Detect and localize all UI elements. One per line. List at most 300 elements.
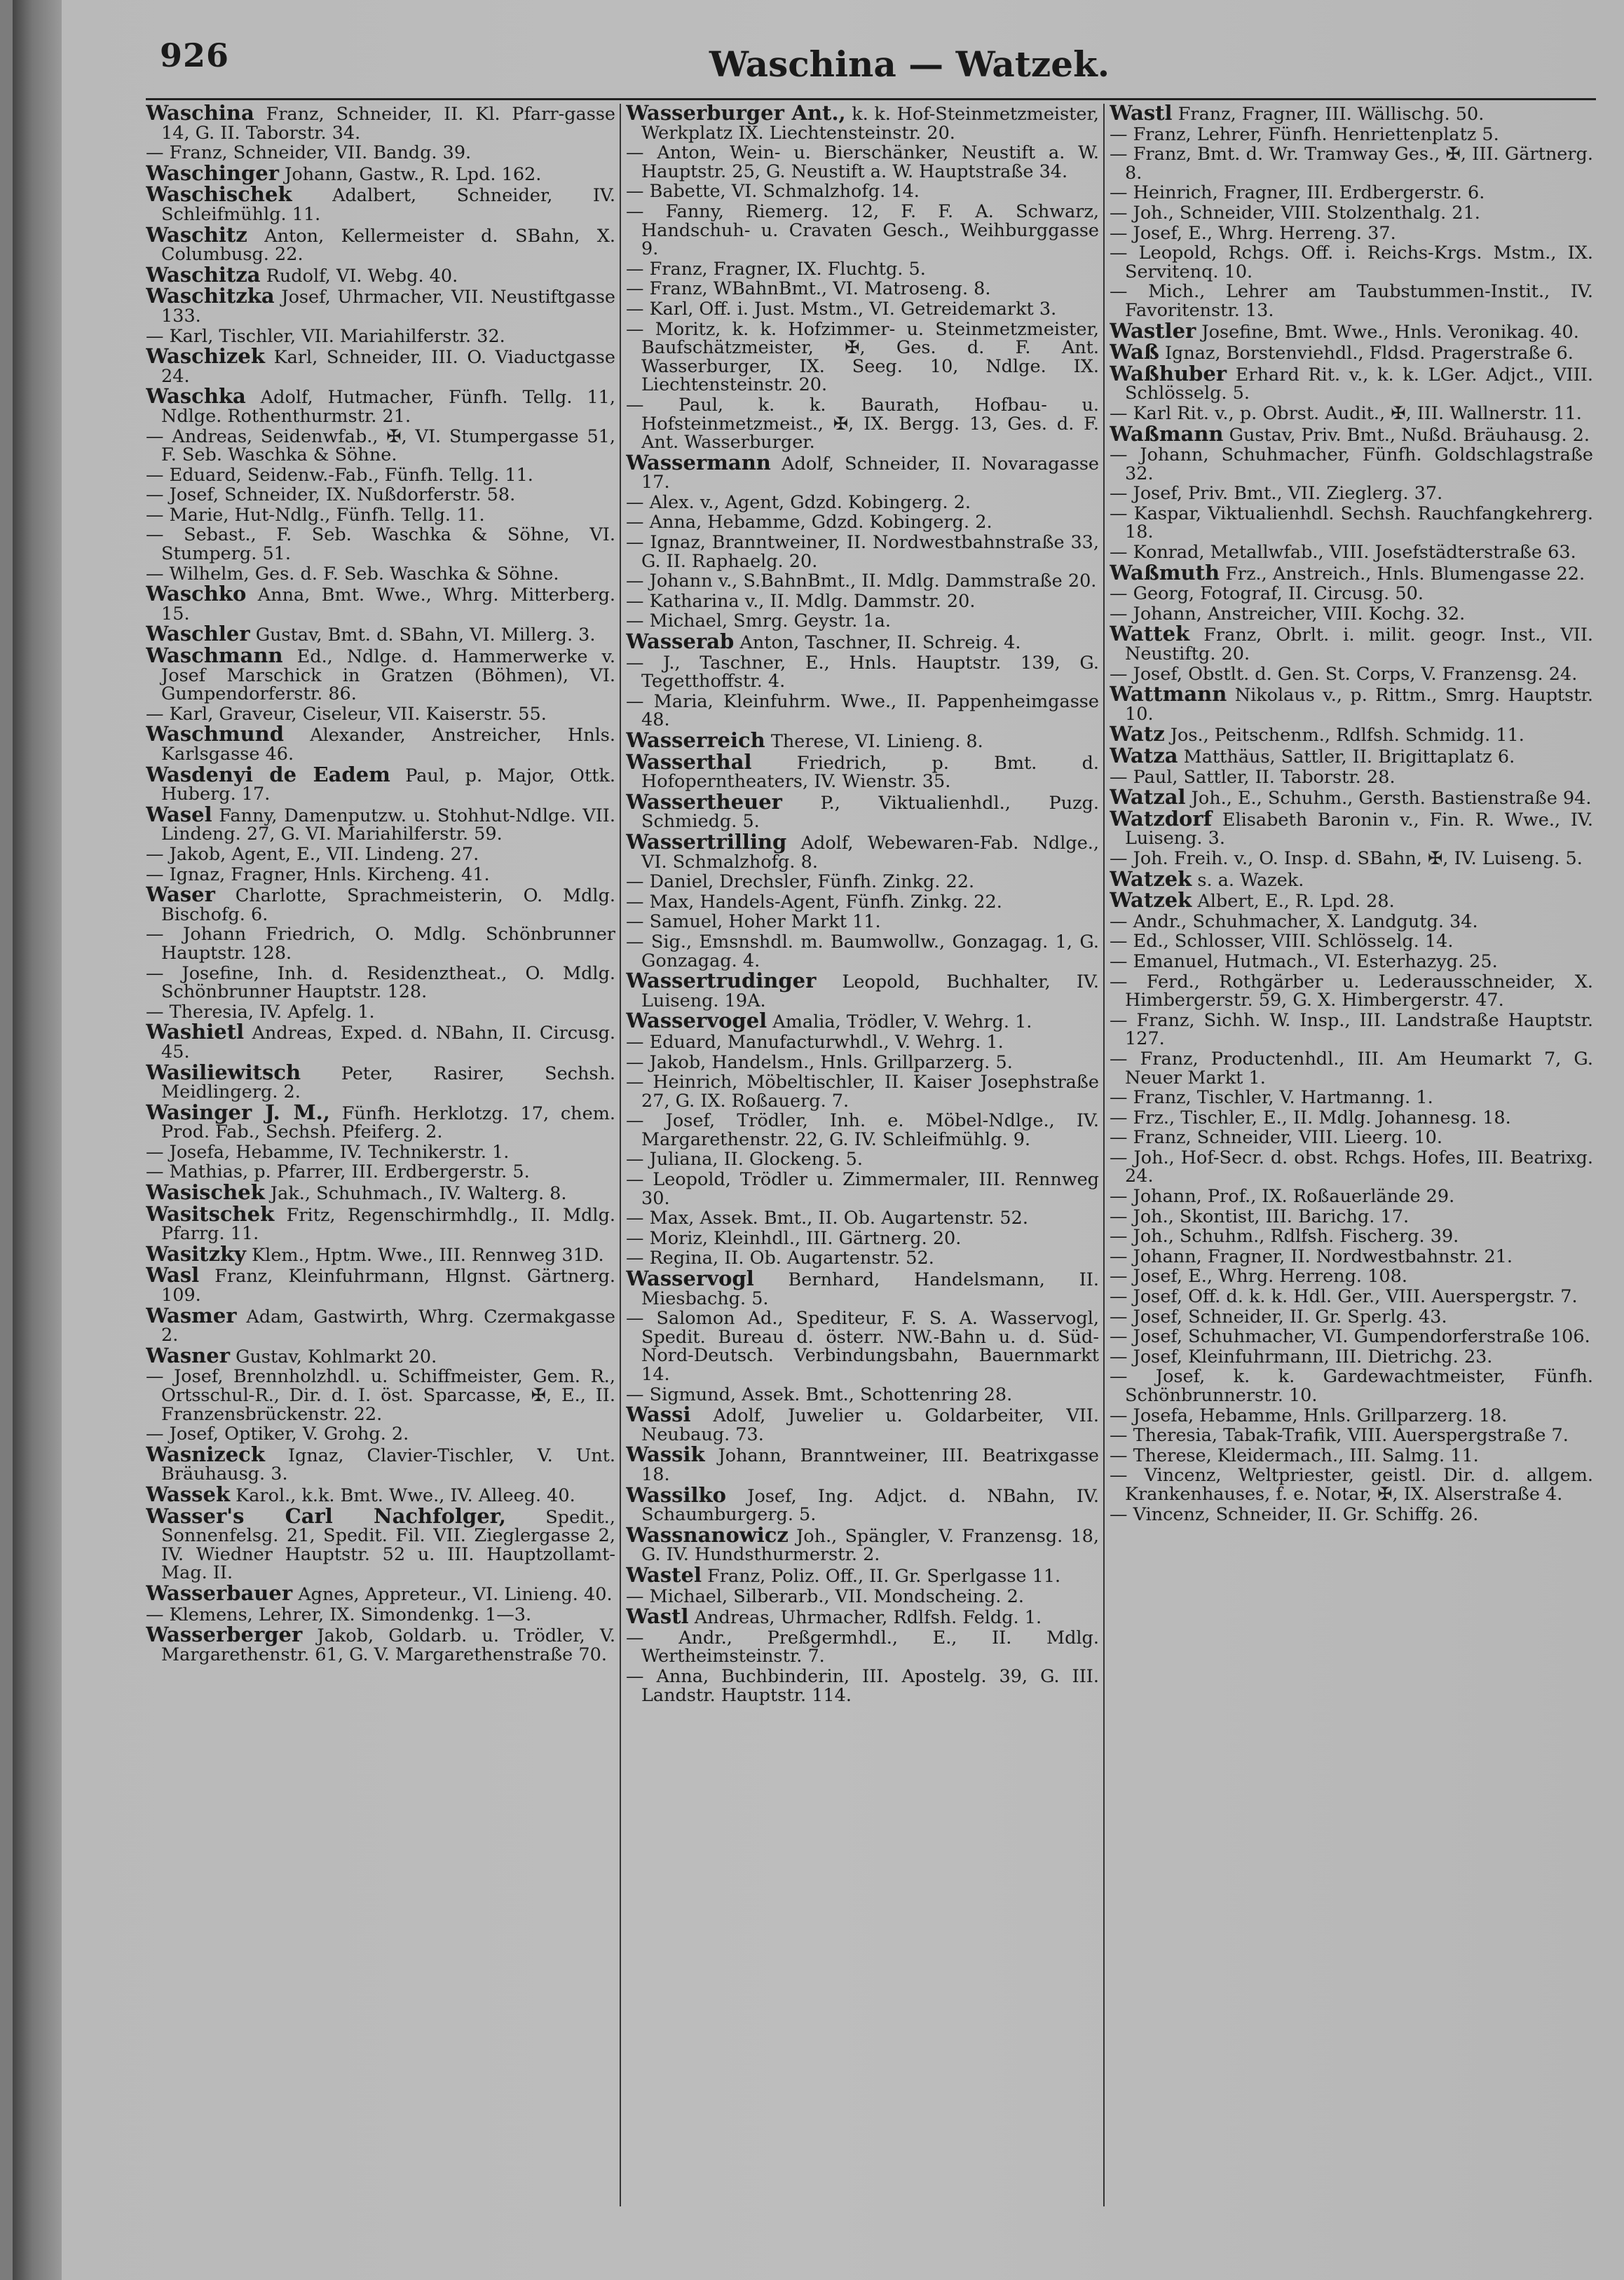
entry-details: — Johann, Prof., IX. Roßauerlände 29. xyxy=(1110,1186,1455,1208)
directory-entry xyxy=(146,1100,615,1143)
entry-details: — Karl, Tischler, VII. Mariahilferstr. 32. xyxy=(146,325,505,347)
directory-entry xyxy=(1110,624,1593,663)
entry-details: Karl, Schneider, III. O. Viaductgasse 24. xyxy=(161,347,615,387)
directory-entry xyxy=(146,845,615,864)
directory-entry xyxy=(1110,746,1593,767)
directory-entry xyxy=(1110,446,1593,483)
directory-entry xyxy=(146,344,615,387)
directory-entry xyxy=(146,1201,615,1245)
entry-details: Adolf, Hutmacher, Fünfh. Tellg. 11, Ndlge. Rothenthurmstr. 21. xyxy=(161,387,615,427)
entry-surname: Waßmuth xyxy=(1110,560,1220,585)
directory-entry xyxy=(146,1503,615,1584)
entry-details: — Daniel, Drechsler, Fünfh. Zinkg. 22. xyxy=(626,871,975,893)
directory-entry xyxy=(146,1241,615,1266)
directory-entry xyxy=(626,893,1099,912)
entry-details: Karol., k.k. Bmt. Wwe., IV. Alleeg. 40. xyxy=(236,1484,575,1506)
entry-surname: Wassik xyxy=(626,1442,705,1467)
directory-entry xyxy=(1110,1109,1593,1128)
entry-surname: Wasdenyi de Eadem xyxy=(146,762,390,786)
entry-details: — Theresia, IV. Apfelg. 1. xyxy=(146,1001,375,1023)
entry-details: Josefine, Bmt. Wwe., Hnls. Veronikag. 40. xyxy=(1201,321,1579,343)
page-number: 926 xyxy=(160,36,230,74)
directory-entry xyxy=(146,1143,615,1162)
entry-details: Jos., Peitschenm., Rdlfsh. Schmidg. 11. xyxy=(1170,725,1524,746)
entry-surname: Watzek xyxy=(1110,888,1192,913)
entry-details: Frz., Anstreich., Hnls. Blumengasse 22. xyxy=(1225,563,1585,585)
directory-entry xyxy=(626,1033,1099,1052)
entry-surname: Watzal xyxy=(1110,785,1186,810)
directory-entry xyxy=(1110,318,1593,343)
directory-entry xyxy=(146,762,615,805)
entry-surname: Waschischek xyxy=(146,182,292,207)
directory-column-2 xyxy=(626,104,1099,2262)
directory-entry xyxy=(1110,361,1593,404)
entry-details: — Heinrich, Möbeltischler, II. Kaiser Josephstraße 27, G. IX. Roßauerg. 7. xyxy=(626,1072,1099,1112)
entry-details: Andreas, Uhrmacher, Rdlfsh. Feldg. 1. xyxy=(694,1607,1042,1629)
entry-details: Nikolaus v., p. Rittm., Smrg. Hauptstr. 10. xyxy=(1125,685,1593,725)
directory-entry xyxy=(626,493,1099,512)
entry-details: — Johann, Anstreicher, VIII. Kochg. 32. xyxy=(1110,603,1466,624)
entry-surname: Wattek xyxy=(1110,622,1190,646)
directory-entry xyxy=(1110,145,1593,182)
entry-surname: Wasser's Carl Nachfolger, xyxy=(146,1503,506,1528)
directory-entry xyxy=(626,572,1099,591)
directory-entry xyxy=(146,1367,615,1424)
directory-entry xyxy=(1110,866,1593,891)
entry-surname: Wastl xyxy=(626,1604,689,1629)
directory-entry xyxy=(146,1343,615,1367)
entry-details: — Theresia, Tabak-Trafik, VIII. Auerspergstraße 7. xyxy=(1110,1425,1569,1447)
entry-details: — Fanny, Riemerg. 12, F. F. A. Schwarz, Handschuh- u. Cravaten Gesch., Weihburggasse 9. xyxy=(626,200,1099,260)
entry-details: Ignaz, Borstenviehdl., Fldsd. Pragerstraße 6. xyxy=(1164,343,1574,364)
directory-entry xyxy=(146,1625,615,1664)
entry-details: — Franz, Schneider, VIII. Lieerg. 10. xyxy=(1110,1127,1443,1149)
entry-details: — Paul, k. k. Baurath, Hofbau- u. Hofsteinmetzmeist., ✠, IX. Bergg. 13, Ges. d. F. Ant. Wasserburger. xyxy=(626,394,1099,453)
directory-entry xyxy=(146,802,615,845)
directory-entry xyxy=(1110,1447,1593,1466)
entry-details: Joh., Spängler, V. Franzensg. 18, G. IV. Hundsthurmerstr. 2. xyxy=(641,1525,1099,1566)
entry-details: — Karl, Off. i. Just. Mstm., VI. Getreidemarkt 3. xyxy=(626,298,1057,320)
directory-entry xyxy=(146,1442,615,1485)
directory-entry xyxy=(146,466,615,485)
entry-details: Fünfh. Herklotzg. 17, chem. Prod. Fab., Sechsh. Pfeiferg. 2. xyxy=(161,1103,615,1143)
entry-details: — Anna, Buchbinderin, III. Apostelg. 39, G. III. Landstr. Hauptstr. 114. xyxy=(626,1665,1099,1706)
entry-surname: Waschitza xyxy=(146,262,261,287)
entry-details: — Anton, Wein- u. Bierschänker, Neustift a. W. Hauptstr. 25, G. Neustift a. W. Hauptstraße 34. xyxy=(626,142,1099,182)
directory-entry xyxy=(1110,973,1593,1010)
entry-surname: Wassermann xyxy=(626,450,771,475)
entry-surname: Wastler xyxy=(1110,318,1196,343)
entry-details: — Max, Assek. Bmt., II. Ob. Augartenstr. 52. xyxy=(626,1208,1028,1229)
directory-entry xyxy=(626,1629,1099,1666)
entry-details: — Franz, Sichh. W. Insp., III. Landstraße Hauptstr. 127. xyxy=(1110,1009,1593,1050)
directory-entry xyxy=(146,582,615,624)
directory-entry xyxy=(626,513,1099,532)
entry-surname: Wassertrilling xyxy=(626,829,787,854)
entry-details: Franz, Poliz. Off., II. Gr. Sperlgasse 11. xyxy=(707,1565,1061,1587)
directory-entry xyxy=(1110,244,1593,281)
directory-entry xyxy=(146,1303,615,1346)
entry-details: — Jakob, Agent, E., VII. Lindeng. 27. xyxy=(146,843,479,865)
entry-details: — Vincenz, Weltpriester, geistl. Dir. d. allgem. Krankenhauses, f. e. Notar, ✠, IX. Alserstraße 4. xyxy=(1110,1465,1593,1505)
entry-details: — Josef, Schneider, IX. Nußdorferstr. 58. xyxy=(146,484,516,506)
entry-details: — Sebast., F. Seb. Waschka & Söhne, VI. Stumperg. 51. xyxy=(146,524,615,565)
entry-details: Agnes, Appreteur., VI. Linieng. 40. xyxy=(298,1583,613,1605)
entry-details: — Franz, Productenhdl., III. Am Heumarkt 7, G. Neuer Markt 1. xyxy=(1110,1048,1593,1088)
entry-details: Ignaz, Clavier-Tischler, V. Unt. Bräuhausg. 3. xyxy=(161,1445,615,1485)
entry-details: — Johann Friedrich, O. Mdlg. Schönbrunner Hauptstr. 128. xyxy=(146,924,615,964)
directory-entry xyxy=(626,629,1099,654)
entry-details: — Franz, WBahnBmt., VI. Matroseng. 8. xyxy=(626,278,991,300)
entry-details: Gustav, Bmt. d. SBahn, VI. Millerg. 3. xyxy=(255,624,596,646)
directory-entry xyxy=(626,1170,1099,1208)
entry-surname: Wassek xyxy=(146,1482,231,1506)
entry-details: Adam, Gastwirth, Whrg. Czermakgasse 2. xyxy=(161,1306,615,1346)
entry-details: Franz, Obrlt. i. milit. geogr. Inst., VII. Neustiftg. 20. xyxy=(1125,624,1593,665)
directory-entry xyxy=(626,104,1099,142)
entry-surname: Waß xyxy=(1110,340,1159,364)
directory-entry xyxy=(1110,340,1593,364)
entry-details: Friedrich, p. Bmt. d. Hofoperntheaters, IV. Wienstr. 35. xyxy=(641,752,1099,793)
entry-details: — Frz., Tischler, E., II. Mdlg. Johannesg. 18. xyxy=(1110,1107,1511,1128)
entry-surname: Wattmann xyxy=(1110,682,1227,706)
directory-entry xyxy=(1110,224,1593,243)
directory-entry xyxy=(626,1150,1099,1169)
entry-details: — Johann v., S.BahnBmt., II. Mdlg. Dammstraße 20. xyxy=(626,571,1097,592)
directory-entry xyxy=(146,643,615,705)
entry-surname: Waschitzka xyxy=(146,284,275,308)
directory-entry xyxy=(146,722,615,765)
directory-entry xyxy=(626,1249,1099,1268)
directory-entry xyxy=(146,327,615,346)
directory-entry xyxy=(1110,282,1593,320)
directory-entry xyxy=(1110,560,1593,585)
entry-details: — Ignaz, Branntweiner, II. Nordwestbahnstraße 33, G. II. Raphaelg. 20. xyxy=(626,532,1099,572)
directory-entry xyxy=(626,971,1099,1010)
directory-entry xyxy=(146,104,615,142)
directory-entry xyxy=(1110,1208,1593,1227)
directory-entry xyxy=(626,1269,1099,1308)
entry-surname: Waschina xyxy=(146,104,254,125)
directory-entry xyxy=(1110,184,1593,203)
directory-entry xyxy=(146,1581,615,1605)
entry-details: — Ferd., Rothgärber u. Lederausschneider, X. Himbergerstr. 59, G. X. Himbergerstr. 47. xyxy=(1110,971,1593,1011)
directory-entry xyxy=(626,1309,1099,1384)
entry-details: Anton, Taschner, II. Schreig. 4. xyxy=(739,632,1021,654)
directory-entry xyxy=(146,144,615,163)
entry-details: Anna, Bmt. Wwe., Whrg. Mitterberg. 15. xyxy=(161,585,615,624)
entry-details: — Joh. Freih. v., O. Insp. d. SBahn, ✠, IV. Luiseng. 5. xyxy=(1110,847,1583,869)
entry-surname: Wasserburger Ant., xyxy=(626,104,846,125)
entry-surname: Wasservogl xyxy=(626,1267,754,1291)
entry-details: — Johann, Schuhmacher, Fünfh. Goldschlagstraße 32. xyxy=(1110,444,1593,484)
directory-entry xyxy=(1110,1187,1593,1206)
entry-details: — Babette, VI. Schmalzhofg. 14. xyxy=(626,181,920,203)
entry-details: Alexander, Anstreicher, Hnls. Karlsgasse 46. xyxy=(161,725,615,765)
directory-entry xyxy=(1110,785,1593,810)
entry-surname: Wassnanowicz xyxy=(626,1522,789,1547)
directory-entry xyxy=(1110,421,1593,446)
entry-details: — Therese, Kleidermach., III. Salmg. 11. xyxy=(1110,1445,1479,1466)
entry-details: — Karl, Graveur, Ciseleur, VII. Kaiserstr. 55. xyxy=(146,703,547,725)
directory-entry xyxy=(146,1060,615,1103)
directory-entry xyxy=(146,863,615,885)
entry-details: Franz, Fragner, III. Wällischg. 50. xyxy=(1178,104,1485,125)
directory-column-1 xyxy=(146,104,615,2262)
entry-details: P., Viktualienhdl., Puzg. Schmiedg. 5. xyxy=(641,792,1099,833)
directory-entry xyxy=(626,728,1099,752)
directory-entry xyxy=(1110,1503,1593,1525)
directory-entry xyxy=(1110,1348,1593,1367)
entry-surname: Waser xyxy=(146,882,215,907)
entry-details: — Klemens, Lehrer, IX. Simondenkg. 1—3. xyxy=(146,1604,532,1625)
entry-surname: Wastl xyxy=(1110,104,1173,125)
directory-entry xyxy=(146,161,615,185)
directory-entry xyxy=(626,873,1099,892)
directory-entry xyxy=(146,1606,615,1625)
entry-details: — Josef, Schneider, II. Gr. Sperlg. 43. xyxy=(1110,1306,1447,1327)
entry-details: Adolf, Juwelier u. Goldarbeiter, VII. Neubaug. 73. xyxy=(641,1405,1099,1445)
directory-entry xyxy=(146,486,615,505)
directory-entry xyxy=(146,1003,615,1022)
entry-surname: Wassertrudinger xyxy=(626,969,817,993)
directory-entry xyxy=(626,1522,1099,1566)
entry-details: — Josef, Trödler, Inh. e. Möbel-Ndlge., IV. Margarethenstr. 22, G. IV. Schleifmühlg. 9. xyxy=(626,1110,1099,1150)
directory-entry xyxy=(626,692,1099,730)
entry-details: — Karl Rit. v., p. Obrst. Audit., ✠, III. Wallnerstr. 11. xyxy=(1110,402,1582,424)
directory-entry xyxy=(146,284,615,327)
directory-entry xyxy=(146,526,615,563)
directory-entry xyxy=(1110,505,1593,542)
entry-details: — Josef, E., Whrg. Herreng. 37. xyxy=(1110,222,1396,244)
entry-details: Anton, Kellermeister d. SBahn, X. Columbusg. 22. xyxy=(161,225,615,266)
entry-surname: Wasner xyxy=(146,1343,230,1367)
entry-details: — Jakob, Handelsm., Hnls. Grillparzerg. 5. xyxy=(626,1051,1013,1073)
entry-surname: Wasinger J. M., xyxy=(146,1100,330,1124)
directory-entry xyxy=(1110,722,1593,746)
entry-details: — Heinrich, Fragner, III. Erdbergerstr. 6. xyxy=(1110,182,1485,204)
directory-entry xyxy=(1110,1407,1593,1426)
entry-surname: Wasserthal xyxy=(626,749,752,774)
entry-surname: Waschmann xyxy=(146,643,283,668)
directory-entry xyxy=(1110,484,1593,503)
entry-details: — Marie, Hut-Ndlg., Fünfh. Tellg. 11. xyxy=(146,504,485,526)
entry-details: Johann, Gastw., R. Lpd. 162. xyxy=(285,163,542,185)
entry-details: Gustav, Priv. Bmt., Nußd. Bräuhausg. 2. xyxy=(1229,424,1590,446)
directory-entry xyxy=(146,384,615,427)
entry-surname: Wasserberger xyxy=(146,1623,303,1647)
directory-entry xyxy=(1110,1227,1593,1246)
directory-entry xyxy=(626,1402,1099,1445)
directory-entry xyxy=(1110,950,1593,972)
entry-details: Albert, E., R. Lpd. 28. xyxy=(1197,891,1395,913)
directory-entry xyxy=(1110,1426,1593,1445)
directory-entry xyxy=(626,749,1099,793)
directory-entry xyxy=(1110,1128,1593,1147)
entry-details: — Josef, k. k. Gardewachtmeister, Fünfh. Schönbrunnerstr. 10. xyxy=(1110,1366,1593,1406)
directory-entry xyxy=(1110,1367,1593,1405)
directory-entry xyxy=(146,506,615,525)
entry-details: — Michael, Silberarb., VII. Mondscheing. 2. xyxy=(626,1585,1024,1607)
directory-entry xyxy=(1110,1050,1593,1087)
entry-details: Jakob, Goldarb. u. Trödler, V. Margarethenstr. 61, G. V. Margarethenstraße 70. xyxy=(161,1625,615,1665)
entry-surname: Waschmund xyxy=(146,722,285,746)
directory-entry xyxy=(146,1482,615,1506)
entry-details: — Joh., Schuhm., Rdlfsh. Fischerg. 39. xyxy=(1110,1226,1459,1248)
entry-details: — Andr., Schuhmacher, X. Landgutg. 34. xyxy=(1110,910,1478,932)
directory-entry xyxy=(1110,1288,1593,1306)
entry-details: s. a. Wazek. xyxy=(1197,869,1304,891)
directory-entry xyxy=(146,1163,615,1182)
entry-details: Leopold, Buchhalter, IV. Luiseng. 19A. xyxy=(641,971,1099,1011)
directory-entry xyxy=(626,1562,1099,1587)
directory-entry xyxy=(1110,1149,1593,1186)
entry-details: Gustav, Kohlmarkt 20. xyxy=(236,1346,437,1367)
entry-surname: Watz xyxy=(1110,722,1165,746)
directory-entry xyxy=(146,624,615,645)
entry-details: Rudolf, VI. Webg. 40. xyxy=(266,265,458,287)
directory-entry xyxy=(626,913,1099,931)
entry-surname: Wassertheuer xyxy=(626,789,782,814)
directory-entry xyxy=(626,1073,1099,1110)
directory-entry xyxy=(1110,888,1593,913)
entry-details: — Andr., Preßgermhdl., E., II. Mdlg. Wertheimsteinstr. 7. xyxy=(626,1627,1099,1667)
running-head: Waschina — Watzek. xyxy=(709,43,1110,85)
entry-details: — Moritz, k. k. Hofzimmer- u. Steinmetzmeister, Baufschätzmeister, ✠, Ges. d. F. Ant. Wasserburger, IX. Seeg. 10, Ndlge. IX. Liechtensteinstr. 20. xyxy=(626,318,1099,396)
entry-surname: Wasservogel xyxy=(626,1009,767,1033)
directory-entry xyxy=(626,592,1099,611)
directory-entry xyxy=(1110,806,1593,849)
directory-entry xyxy=(626,1386,1099,1405)
directory-entry xyxy=(146,1020,615,1063)
entry-surname: Watzdorf xyxy=(1110,806,1213,831)
directory-entry xyxy=(146,964,615,1002)
entry-surname: Watza xyxy=(1110,744,1178,767)
directory-entry xyxy=(626,1209,1099,1228)
directory-entry xyxy=(626,1011,1099,1032)
entry-details: — Franz, Fragner, IX. Fluchtg. 5. xyxy=(626,258,926,280)
directory-entry xyxy=(626,260,1099,279)
directory-entry xyxy=(626,1585,1099,1607)
directory-entry xyxy=(626,144,1099,181)
entry-surname: Wasitzky xyxy=(146,1241,246,1266)
entry-surname: Watzek xyxy=(1110,866,1192,891)
entry-details: — Eduard, Seidenw.-Fab., Fünfh. Tellg. 11. xyxy=(146,464,533,486)
entry-details: — Andreas, Seidenwfab., ✠, VI. Stumpergasse 51, F. Seb. Waschka & Söhne. xyxy=(146,425,615,466)
directory-entry xyxy=(626,320,1099,395)
directory-entry xyxy=(1110,125,1593,144)
entry-details: — Anna, Hebamme, Gdzd. Kobingerg. 2. xyxy=(626,512,992,533)
entry-details: Klem., Hptm. Wwe., III. Rennweg 31D. xyxy=(252,1244,604,1266)
entry-details: — Salomon Ad., Spediteur, F. S. A. Wasservogl, Spedit. Bureau d. österr. NW.-Bahn u. d. Süd-Nord-Deutsch. Verbindungsbahn, Bauernmarkt 14. xyxy=(626,1308,1099,1385)
entry-details: Josef, Uhrmacher, VII. Neustiftgasse 133. xyxy=(161,287,615,327)
directory-entry xyxy=(146,182,615,225)
directory-entry xyxy=(626,789,1099,833)
entry-details: — Ignaz, Fragner, Hnls. Kircheng. 41. xyxy=(146,863,490,885)
directory-entry xyxy=(146,1425,615,1444)
entry-details: Adalbert, Schneider, IV. Schleifmühlg. 11. xyxy=(161,185,615,225)
directory-entry xyxy=(626,396,1099,452)
directory-entry xyxy=(146,425,615,466)
entry-details: — Ed., Schlosser, VIII. Schlösselg. 14. xyxy=(1110,931,1454,953)
entry-surname: Waschko xyxy=(146,582,247,606)
entry-surname: Waßhuber xyxy=(1110,361,1227,385)
entry-details: — Josefa, Hebamme, Hnls. Grillparzerg. 18. xyxy=(1110,1405,1508,1426)
entry-details: — Josef, Optiker, V. Grohg. 2. xyxy=(146,1424,409,1445)
directory-entry xyxy=(626,450,1099,493)
entry-details: — Moriz, Kleinhdl., III. Gärtnerg. 20. xyxy=(626,1227,962,1249)
entry-details: — Konrad, Metallwfab., VIII. Josefstädterstraße 63. xyxy=(1110,542,1576,564)
entry-details: Franz, Kleinfuhrmann, Hlgnst. Gärtnerg. 109. xyxy=(161,1266,615,1306)
entry-details: — Josef, Off. d. k. k. Hdl. Ger., VIII. Auerspergstr. 7. xyxy=(1110,1286,1578,1308)
entry-details: — Josef, Priv. Bmt., VII. Zieglerg. 37. xyxy=(1110,483,1443,505)
directory-entry xyxy=(1110,682,1593,725)
directory-entry xyxy=(146,1263,615,1306)
entry-details: — Katharina v., II. Mdlg. Dammstr. 20. xyxy=(626,590,976,612)
directory-entry xyxy=(626,654,1099,691)
entry-details: — Joh., Schneider, VIII. Stolzenthalg. 21. xyxy=(1110,202,1480,224)
directory-entry xyxy=(626,1482,1099,1526)
directory-entry xyxy=(146,565,615,584)
directory-entry xyxy=(626,300,1099,319)
entry-details: Charlotte, Sprachmeisterin, O. Mdlg. Bischofg. 6. xyxy=(161,885,615,925)
entry-details: — Max, Handels-Agent, Fünfh. Zinkg. 22. xyxy=(626,891,1002,913)
directory-entry xyxy=(1110,910,1593,932)
entry-details: — Kaspar, Viktualienhdl. Sechsh. Rauchfangkehrerg. 18. xyxy=(1110,503,1593,543)
entry-details: — Vincenz, Schneider, II. Gr. Schiffg. 26. xyxy=(1110,1503,1479,1525)
entry-details: Matthäus, Sattler, II. Brigittaplatz 6. xyxy=(1183,746,1515,767)
directory-entry xyxy=(1110,849,1593,868)
entry-details: — Josef, Kleinfuhrmann, III. Dietrichg. 23. xyxy=(1110,1346,1493,1367)
directory-entry xyxy=(1110,932,1593,951)
directory-entry xyxy=(1110,1267,1593,1286)
entry-details: Peter, Rasirer, Sechsh. Meidlingerg. 2. xyxy=(161,1063,615,1103)
directory-entry xyxy=(1110,543,1593,562)
directory-entry xyxy=(626,1604,1099,1629)
entry-details: Jak., Schuhmach., IV. Walterg. 8. xyxy=(270,1183,567,1205)
entry-details: — Franz, Schneider, VII. Bandg. 39. xyxy=(146,142,472,164)
directory-entry xyxy=(146,262,615,287)
entry-details: Therese, VI. Linieng. 8. xyxy=(770,731,983,752)
entry-details: — Eduard, Manufacturwhdl., V. Wehrg. 1. xyxy=(626,1031,1004,1053)
entry-details: Fritz, Regenschirmhdlg., II. Mdlg. Pfarrg. 11. xyxy=(161,1204,615,1245)
entry-details: — Paul, Sattler, II. Taborstr. 28. xyxy=(1110,766,1396,788)
entry-surname: Wasiliewitsch xyxy=(146,1060,301,1084)
entry-surname: Wasserab xyxy=(626,629,735,654)
entry-details: — Johann, Fragner, II. Nordwestbahnstr. 21. xyxy=(1110,1245,1513,1267)
directory-column-3 xyxy=(1110,104,1593,2262)
entry-details: — Josef, Brennholzhdl. u. Schiffmeister, Gem. R., Ortsschul-R., Dir. d. I. öst. Sparcasse, ✠, E., II. Franzensbrückenstr. 22. xyxy=(146,1366,615,1425)
entry-surname: Wasserreich xyxy=(626,728,765,752)
entry-surname: Waßmann xyxy=(1110,421,1224,446)
entry-surname: Wasischek xyxy=(146,1180,265,1205)
header-rule xyxy=(146,98,1596,100)
entry-details: — Josef, Schuhmacher, VI. Gumpendorferstraße 106. xyxy=(1110,1326,1590,1348)
directory-entry xyxy=(1110,1327,1593,1346)
directory-entry xyxy=(1110,104,1593,124)
book-binding-shadow xyxy=(13,0,62,2280)
directory-entry xyxy=(626,1053,1099,1072)
directory-entry xyxy=(1110,404,1593,423)
entry-details: — Josefine, Inh. d. Residenztheat., O. Mdlg. Schönbrunner Hauptstr. 128. xyxy=(146,962,615,1003)
entry-details: Andreas, Exped. d. NBahn, II. Circusg. 45. xyxy=(161,1023,615,1063)
entry-surname: Wassi xyxy=(626,1402,691,1427)
entry-details: — Maria, Kleinfuhrm. Wwe., II. Pappenheimgasse 48. xyxy=(626,690,1099,731)
entry-surname: Wasl xyxy=(146,1263,200,1288)
directory-entry xyxy=(626,182,1099,201)
entry-details: — Franz, Tischler, V. Hartmanng. 1. xyxy=(1110,1087,1433,1109)
directory-entry xyxy=(1110,1011,1593,1049)
